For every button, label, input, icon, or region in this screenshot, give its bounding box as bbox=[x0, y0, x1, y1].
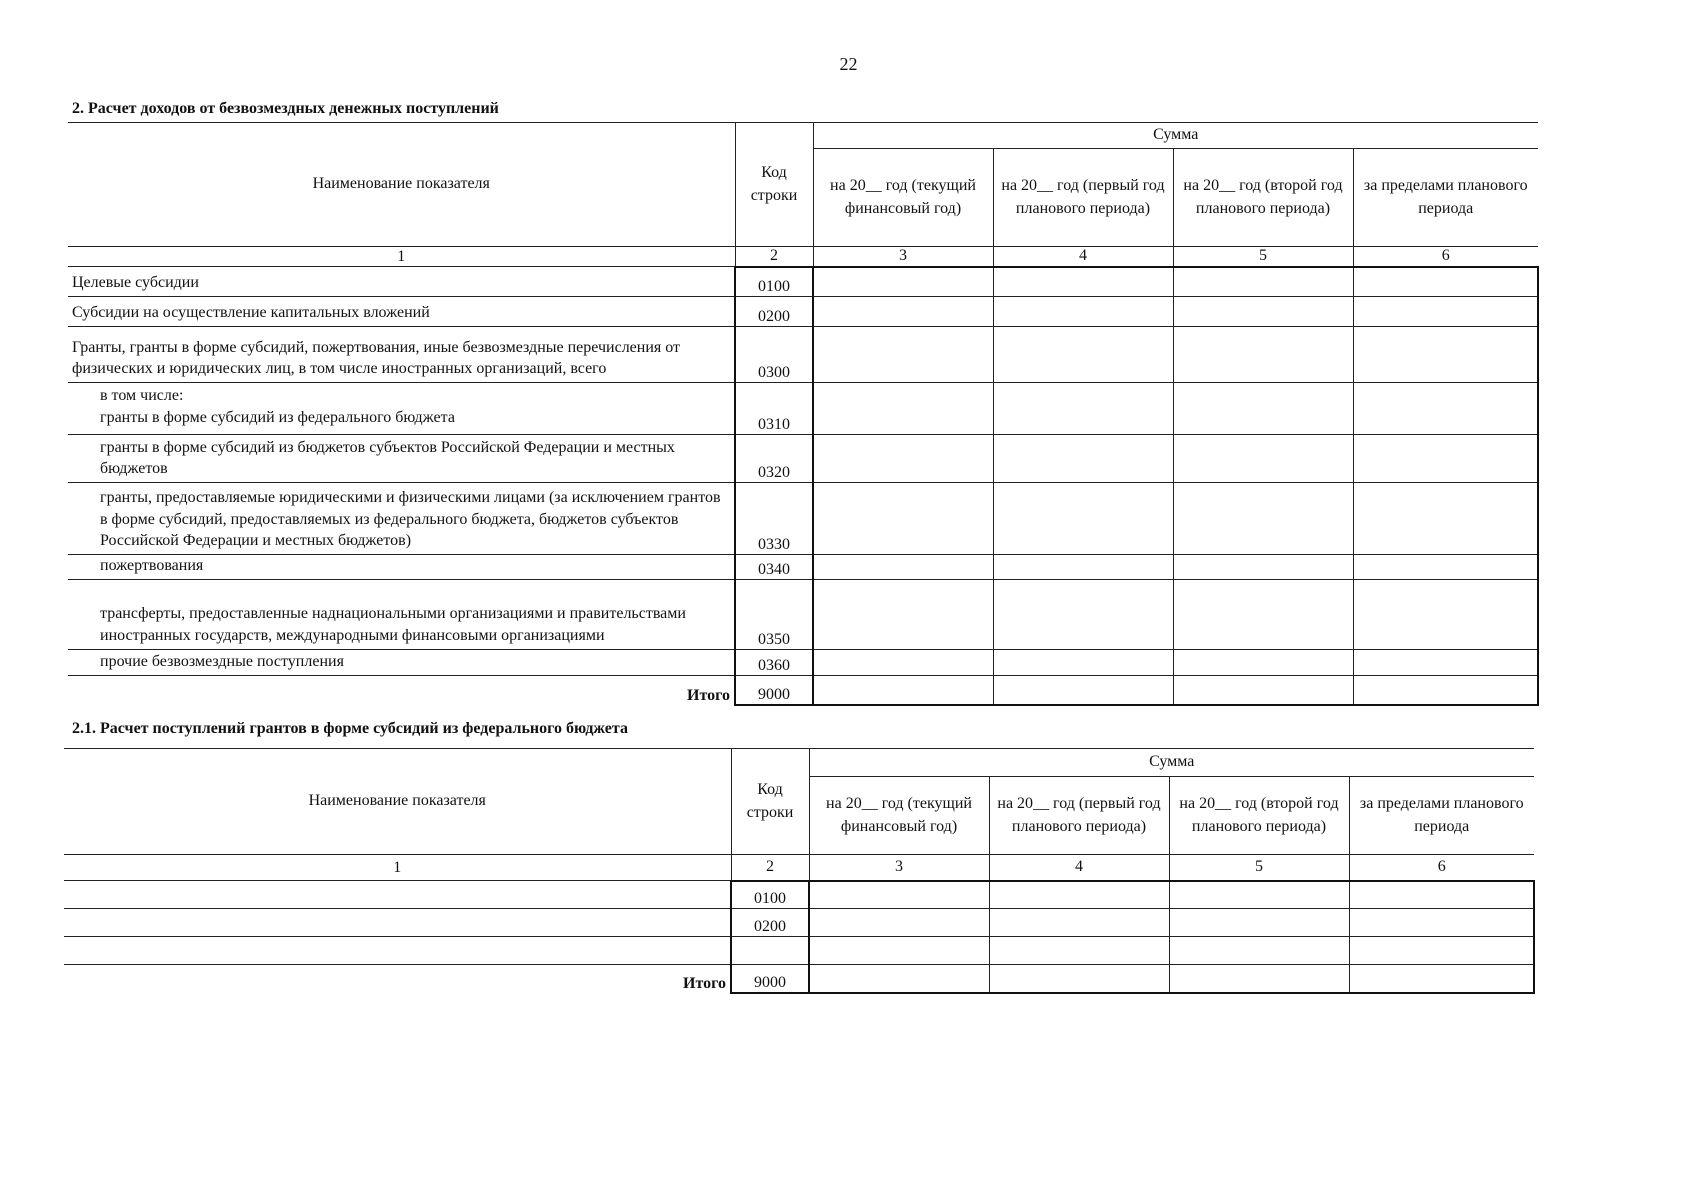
value-cell[interactable] bbox=[993, 435, 1173, 483]
header-col5: на 20__ год (второй год планового периода) bbox=[1169, 777, 1349, 855]
value-cell[interactable] bbox=[993, 383, 1173, 435]
header-sum-group: Сумма bbox=[809, 749, 1534, 777]
value-cell[interactable] bbox=[1353, 383, 1538, 435]
column-number: 5 bbox=[1169, 855, 1349, 881]
header-col6: за пределами планового периода bbox=[1353, 149, 1538, 247]
value-cell[interactable] bbox=[1173, 555, 1353, 580]
value-cell[interactable] bbox=[1173, 649, 1353, 675]
row-code: 0100 bbox=[735, 267, 813, 297]
row-code: 0360 bbox=[735, 649, 813, 675]
value-cell[interactable] bbox=[813, 579, 993, 649]
total-value-cell[interactable] bbox=[809, 965, 989, 993]
column-number: 3 bbox=[809, 855, 989, 881]
section-title: 2.1. Расчет поступлений грантов в форме субсидий из федерального бюджета bbox=[72, 720, 628, 737]
header-col3: на 20__ год (текущий финансовый год) bbox=[813, 149, 993, 247]
row-code: 0350 bbox=[735, 579, 813, 649]
column-number: 4 bbox=[989, 855, 1169, 881]
value-cell[interactable] bbox=[1173, 297, 1353, 327]
column-number: 2 bbox=[735, 247, 813, 267]
value-cell[interactable] bbox=[1353, 327, 1538, 383]
value-cell[interactable] bbox=[993, 483, 1173, 555]
row-code: 0300 bbox=[735, 327, 813, 383]
row-code: 0200 bbox=[731, 909, 809, 937]
row-name: Гранты, гранты в форме субсидий, пожертвования, иные безвозмездные перечисления от физических и юридических лиц, в том числе иностранных организаций, всего bbox=[68, 327, 735, 383]
value-cell[interactable] bbox=[1173, 383, 1353, 435]
value-cell[interactable] bbox=[989, 881, 1169, 909]
row-name: Субсидии на осуществление капитальных вложений bbox=[68, 297, 735, 327]
total-value-cell[interactable] bbox=[989, 965, 1169, 993]
total-code: 9000 bbox=[731, 965, 809, 993]
value-cell[interactable] bbox=[1353, 579, 1538, 649]
total-value-cell[interactable] bbox=[1173, 675, 1353, 705]
row-name: Целевые субсидии bbox=[68, 267, 735, 297]
total-value-cell[interactable] bbox=[1349, 965, 1534, 993]
value-cell[interactable] bbox=[1353, 555, 1538, 580]
total-label: Итого bbox=[68, 675, 735, 705]
row-name-prefix: в том числе: bbox=[100, 387, 184, 404]
section-title: 2. Расчет доходов от безвозмездных денежных поступлений bbox=[72, 100, 499, 117]
header-col3: на 20__ год (текущий финансовый год) bbox=[809, 777, 989, 855]
value-cell[interactable] bbox=[809, 881, 989, 909]
table-row bbox=[68, 435, 1538, 483]
column-number: 6 bbox=[1353, 247, 1538, 267]
value-cell[interactable] bbox=[813, 555, 993, 580]
total-value-cell[interactable] bbox=[813, 675, 993, 705]
value-cell[interactable] bbox=[1353, 435, 1538, 483]
table-row bbox=[68, 267, 1538, 297]
row-name-cell bbox=[68, 383, 735, 435]
row-name[interactable] bbox=[64, 909, 731, 937]
value-cell[interactable] bbox=[989, 937, 1169, 965]
column-number: 5 bbox=[1173, 247, 1353, 267]
page-number: 22 bbox=[839, 54, 858, 74]
value-cell[interactable] bbox=[813, 649, 993, 675]
value-cell[interactable] bbox=[1349, 881, 1534, 909]
value-cell[interactable] bbox=[1353, 297, 1538, 327]
total-value-cell[interactable] bbox=[1353, 675, 1538, 705]
value-cell[interactable] bbox=[1349, 909, 1534, 937]
grants-table bbox=[64, 748, 1535, 994]
header-name-column: Наименование показателя bbox=[64, 749, 731, 855]
row-name[interactable] bbox=[64, 937, 731, 965]
header-sum-group: Сумма bbox=[813, 123, 1538, 149]
value-cell[interactable] bbox=[1169, 881, 1349, 909]
value-cell[interactable] bbox=[1173, 483, 1353, 555]
table-row bbox=[64, 937, 1534, 965]
income-table bbox=[68, 122, 1539, 706]
total-value-cell[interactable] bbox=[993, 675, 1173, 705]
value-cell[interactable] bbox=[993, 579, 1173, 649]
value-cell[interactable] bbox=[1173, 327, 1353, 383]
header-col5: на 20__ год (второй год планового периода) bbox=[1173, 149, 1353, 247]
header-code-column: Код строки bbox=[735, 123, 813, 247]
table-row bbox=[68, 383, 1538, 435]
value-cell[interactable] bbox=[993, 327, 1173, 383]
value-cell[interactable] bbox=[813, 383, 993, 435]
table-row bbox=[64, 909, 1534, 937]
value-cell[interactable] bbox=[989, 909, 1169, 937]
value-cell[interactable] bbox=[993, 555, 1173, 580]
total-label: Итого bbox=[64, 965, 731, 993]
value-cell[interactable] bbox=[1173, 435, 1353, 483]
value-cell[interactable] bbox=[813, 327, 993, 383]
table-row bbox=[64, 881, 1534, 909]
value-cell[interactable] bbox=[809, 909, 989, 937]
value-cell[interactable] bbox=[993, 649, 1173, 675]
header-code-column: Код строки bbox=[731, 749, 809, 855]
header-col6: за пределами планового периода bbox=[1349, 777, 1534, 855]
row-code bbox=[731, 937, 809, 965]
value-cell[interactable] bbox=[813, 483, 993, 555]
value-cell[interactable] bbox=[809, 937, 989, 965]
value-cell[interactable] bbox=[813, 435, 993, 483]
row-name[interactable] bbox=[64, 881, 731, 909]
value-cell[interactable] bbox=[1349, 937, 1534, 965]
row-code: 0310 bbox=[735, 383, 813, 435]
total-row bbox=[68, 675, 1538, 705]
row-code: 0340 bbox=[735, 555, 813, 580]
value-cell[interactable] bbox=[993, 267, 1173, 297]
row-code: 0330 bbox=[735, 483, 813, 555]
row-code: 0320 bbox=[735, 435, 813, 483]
column-number: 4 bbox=[993, 247, 1173, 267]
column-number: 6 bbox=[1349, 855, 1534, 881]
row-code: 0200 bbox=[735, 297, 813, 327]
header-col4: на 20__ год (первый год планового периода) bbox=[993, 149, 1173, 247]
row-name: гранты, предоставляемые юридическими и физическими лицами (за исключением грантов в форме субсидий, предоставляемых из федерального бюджета, бюджетов субъектов Российской Федерации и местных бюджетов) bbox=[68, 483, 735, 555]
table-row bbox=[68, 327, 1538, 383]
value-cell[interactable] bbox=[1353, 483, 1538, 555]
column-number: 2 bbox=[731, 855, 809, 881]
value-cell[interactable] bbox=[1353, 267, 1538, 297]
value-cell[interactable] bbox=[1173, 267, 1353, 297]
row-name: трансферты, предоставленные наднациональными организациями и правительствами иностранных государств, международными финансовыми организациями bbox=[68, 579, 735, 649]
value-cell[interactable] bbox=[993, 297, 1173, 327]
value-cell[interactable] bbox=[813, 297, 993, 327]
table-row bbox=[68, 579, 1538, 649]
row-name: гранты в форме субсидий из бюджетов субъектов Российской Федерации и местных бюджетов bbox=[68, 435, 735, 483]
value-cell[interactable] bbox=[1353, 649, 1538, 675]
total-value-cell[interactable] bbox=[1169, 965, 1349, 993]
row-name: прочие безвозмездные поступления bbox=[68, 649, 735, 675]
row-name: гранты в форме субсидий из федерального бюджета bbox=[100, 408, 455, 426]
table-row bbox=[68, 555, 1538, 580]
table-row bbox=[68, 483, 1538, 555]
value-cell[interactable] bbox=[1169, 937, 1349, 965]
total-code: 9000 bbox=[735, 675, 813, 705]
header-name-column: Наименование показателя bbox=[68, 123, 735, 247]
table-row bbox=[68, 649, 1538, 675]
row-name: пожертвования bbox=[68, 555, 735, 580]
total-row bbox=[64, 965, 1534, 993]
header-col4: на 20__ год (первый год планового периода) bbox=[989, 777, 1169, 855]
value-cell[interactable] bbox=[1173, 579, 1353, 649]
column-number: 3 bbox=[813, 247, 993, 267]
value-cell[interactable] bbox=[813, 267, 993, 297]
table-row bbox=[68, 297, 1538, 327]
row-code: 0100 bbox=[731, 881, 809, 909]
column-number: 1 bbox=[68, 247, 735, 267]
column-number: 1 bbox=[64, 855, 731, 881]
value-cell[interactable] bbox=[1169, 909, 1349, 937]
